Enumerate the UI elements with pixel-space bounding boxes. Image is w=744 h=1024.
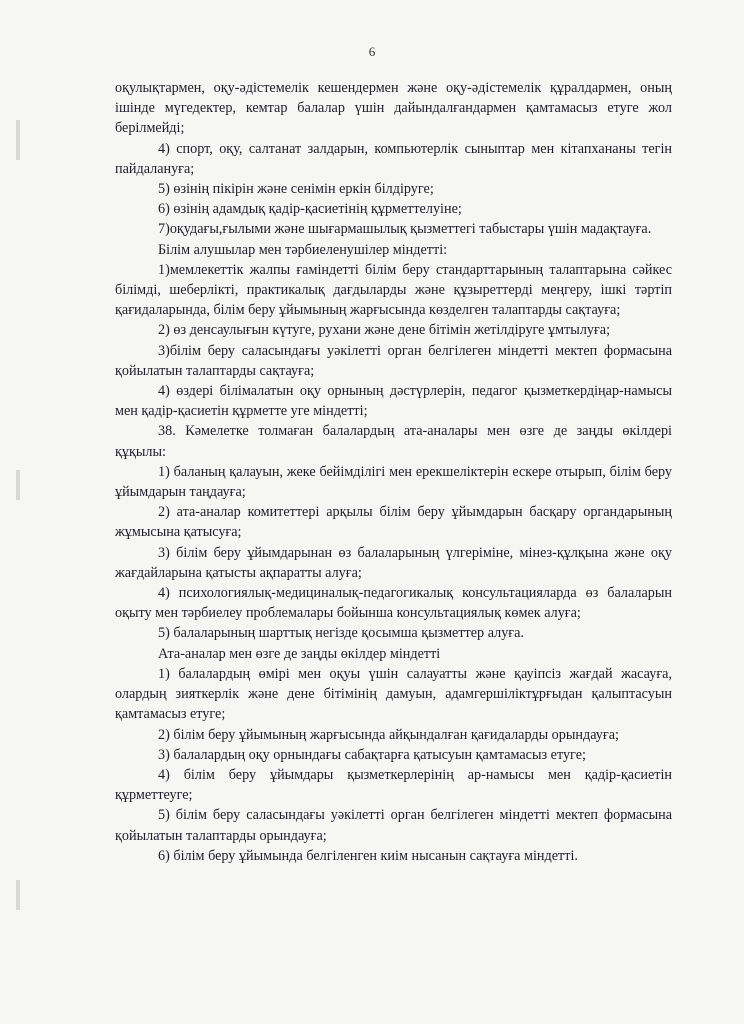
- paragraph: 4) білім беру ұйымдары қызметкерлерінің ар-намысы мен қадір-қасиетін құрметтеуге;: [115, 766, 672, 804]
- paragraph: 2) білім беру ұйымының жарғысында айқындалған қағидаларды орындауға;: [158, 726, 619, 743]
- paragraph: 3) балалардың оқу орнындағы сабақтарға қатысуын қамтамасыз етуге;: [158, 746, 586, 763]
- section-heading: Білім алушылар мен тәрбиеленушілер міндетті:: [158, 241, 448, 258]
- paragraph: 5) балаларының шарттық негізде қосымша қызметтер алуға.: [158, 625, 524, 642]
- paragraph: 5) өзінің пікірін және сенімін еркін білдіруге;: [158, 181, 434, 198]
- paragraph: 7)оқудағы,ғылыми және шығармашылық қызметтегі табыстары үшін мадақтауға.: [158, 221, 652, 238]
- page-number: 6: [368, 44, 376, 59]
- paragraph: оқулықтармен, оқу-әдістемелік кешендермен және оқу-әдістемелік құралдармен, оның ішінде мүгедектер, кемтар балалар үшін дайындалғандармен қамтамасыз етуге жол берілмейді;: [115, 80, 672, 137]
- paragraph: 3)білім беру саласындағы уәкілетті орган белгілеген міндетті мектеп формасына қойылатын талаптарды сақтауға;: [115, 342, 672, 379]
- paragraph: 6) өзінің адамдық қадір-қасиетінің құрметтелуіне;: [158, 201, 462, 218]
- paragraph: 6) білім беру ұйымында белгіленген киім нысанын сақтауға міндетті.: [158, 847, 578, 864]
- document-body: [115, 78, 672, 866]
- section-heading: Ата-аналар мен өзге де заңды өкілдер міндетті: [158, 645, 441, 662]
- paragraph: 3) білім беру ұйымдарынан өз балаларының үлгеріміне, мінез-құлқына және оқу жағдайларына қатысты ақпаратты алуға;: [115, 544, 672, 581]
- paragraph: 1)мемлекеттік жалпы ғаміндетті білім беру стандарттарының талаптарына сәйкес білімді, шеберлікті, практикалық дағдыларды және құзыреттерді меңгеру, ішкі тәртіп қағидаларында, білім беру ұйымының жарғысында көзделген талаптарды сақтауға;: [115, 261, 672, 319]
- paragraph: 5) білім беру саласындағы уәкілетті орган белгілеген міндетті мектеп формасына қойылатын талаптарды орындауға;: [115, 807, 672, 844]
- paragraph: 4) спорт, оқу, салтанат залдарын, компьютерлік сыныптар мен кітапхананы тегін пайдалануға;: [115, 140, 672, 177]
- paragraph: 2) ата-аналар комитеттері арқылы білім беру ұйымдарын басқару органдарының жұмысына қатысуға;: [115, 504, 672, 541]
- paragraph: 2) өз денсаулығын күтуге, рухани және дене бітімін жетілдіруге ұмтылуға;: [158, 322, 611, 339]
- paragraph: 4) өздері білімалатын оқу орнының дәстүрлерін, педагог қызметкердіңар-намысы мен қадір-қасиетін құрметте уге міндетті;: [115, 383, 672, 420]
- paragraph: 1) балалардың өмірі мен оқуы үшін салауатты және қауіпсіз жағдай жасауға, олардың зияткерлік және дене бітімінің дамуын, адамгершіліктұрғыдан қалыптасуын қамтамасыз етуге;: [115, 665, 672, 723]
- paragraph: 38. Кәмелетке толмаған балалардың ата-аналары мен өзге де заңды өкілдері құқылы:: [115, 423, 672, 460]
- paragraph: 4) психологиялық-медициналық-педагогикалық консультацияларда өз балаларын оқыту мен тәрбиелеу проблемалары бойынша консультациялық көмек алуға;: [115, 585, 672, 622]
- paragraph: 1) баланың қалауын, жеке бейімділігі мен ерекшеліктерін ескере отырып, білім беру ұйымдарын таңдауға;: [115, 463, 672, 501]
